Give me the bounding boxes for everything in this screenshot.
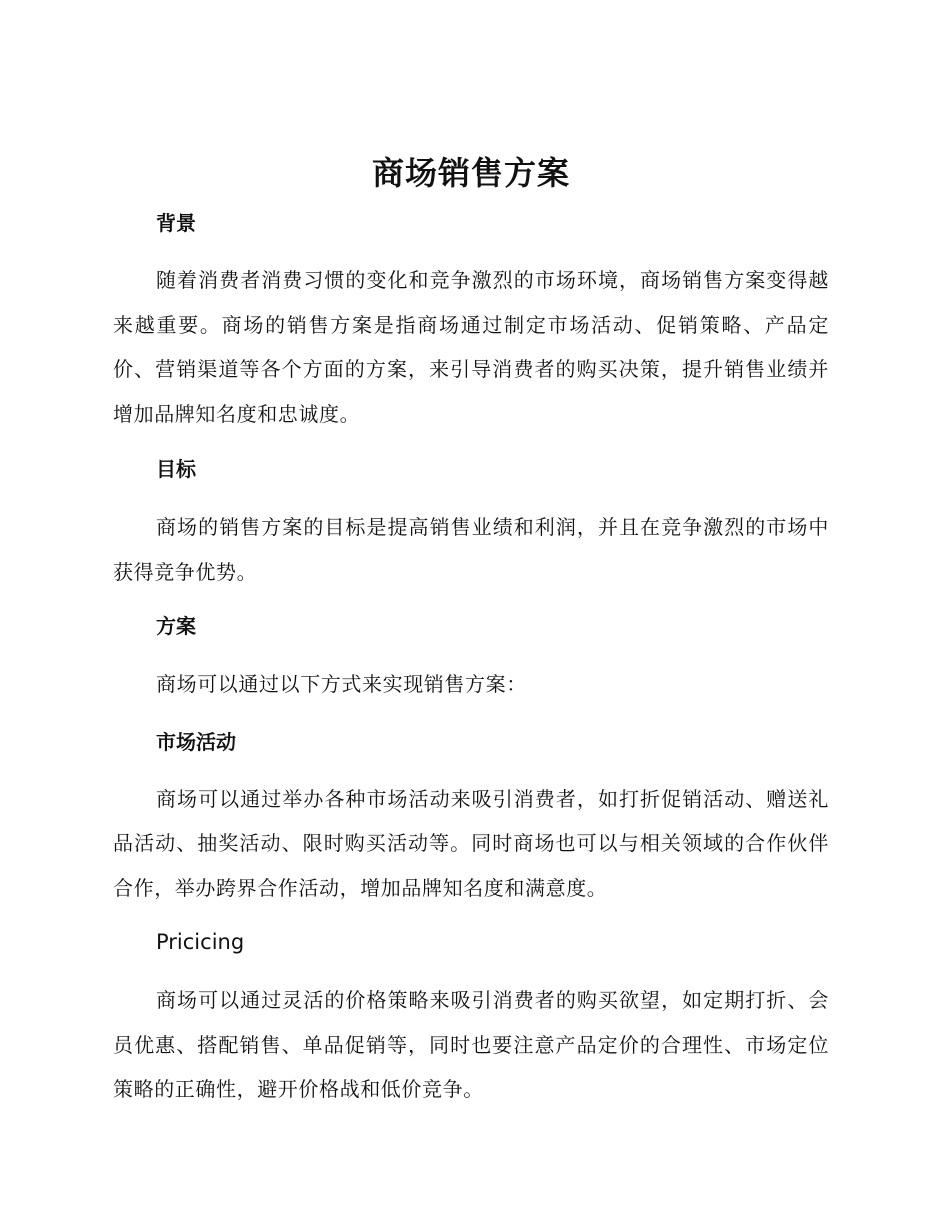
section-body-market-activities: 商场可以通过举办各种市场活动来吸引消费者，如打折促销活动、赠送礼品活动、抽奖活动、限时购买活动等。同时商场也可以与相关领域的合作伙伴合作，举办跨界合作活动，增加品牌知名度和满意度。 bbox=[113, 786, 829, 900]
section-heading-goal: 目标 bbox=[156, 457, 196, 481]
section-body-plan: 商场可以通过以下方式来实现销售方案： bbox=[156, 672, 527, 696]
section-body-goal: 商场的销售方案的目标是提高销售业绩和利润，并且在竞争激烈的市场中获得竞争优势。 bbox=[113, 515, 829, 584]
section-heading-plan: 方案 bbox=[156, 614, 196, 638]
section-heading-pricing: Pricicing bbox=[156, 930, 245, 954]
section-body-pricing: 商场可以通过灵活的价格策略来吸引消费者的购买欲望，如定期打折、会员优惠、搭配销售、单品促销等，同时也要注意产品定价的合理性、市场定位策略的正确性，避开价格战和低价竞争。 bbox=[113, 988, 829, 1101]
section-heading-market-activities: 市场活动 bbox=[156, 729, 236, 754]
section-heading-background: 背景 bbox=[156, 211, 196, 235]
section-body-background: 随着消费者消费习惯的变化和竞争激烈的市场环境，商场销售方案变得越来越重要。商场的销售方案是指商场通过制定市场活动、促销策略、产品定价、营销渠道等各个方面的方案，来引导消费者的购买决策，提升销售业绩并增加品牌知名度和忠诚度。 bbox=[113, 268, 829, 426]
document-title: 商场销售方案 bbox=[371, 154, 570, 192]
